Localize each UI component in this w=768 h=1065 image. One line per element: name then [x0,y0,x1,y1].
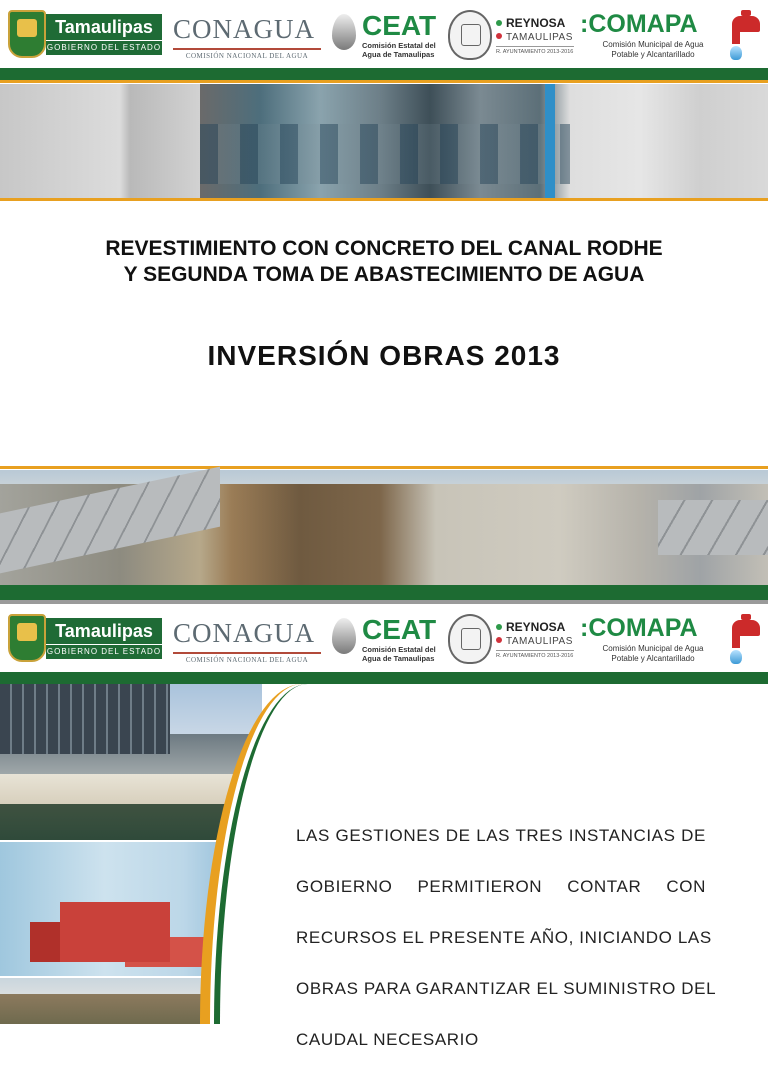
reynosa-divider [496,650,574,651]
water-drop-icon [332,618,356,654]
title-block [0,236,768,288]
reynosa-subtitle: TAMAULIPAS [506,32,573,43]
faucet-icon [726,612,766,664]
slide-subtitle: INVERSIÓN OBRAS 2013 [207,340,561,371]
conagua-name: CONAGUA [173,14,315,44]
tamaulipas-name: Tamaulipas [46,618,162,644]
comapa-subtitle: Comisión Municipal de Agua Potable y Alcantarillado [602,644,704,663]
header-green-bar [0,68,768,80]
reynosa-logo [496,612,578,664]
body-line: LAS GESTIONES DE LAS TRES INSTANCIAS DE [296,826,706,845]
ceat-name: CEAT [362,614,437,645]
tamaulipas-name: Tamaulipas [46,14,162,40]
tamaulipas-shield-icon [8,614,46,662]
header-green-bar [0,672,768,684]
water-drop-icon [332,14,356,50]
red-dot-icon [496,33,502,39]
reynosa-small-text: R. AYUNTAMIENTO 2013-2016 [496,653,574,659]
ceat-name: CEAT [362,10,437,41]
body-line: OBRAS PARA GARANTIZAR EL SUMINISTRO DEL [296,979,717,998]
faucet-icon [726,8,766,60]
comapa-name: :COMAPA [580,614,698,642]
tamaulipas-logo [6,8,162,60]
tamaulipas-subtitle: GOBIERNO DEL ESTADO [46,645,162,659]
logo-bar [0,604,768,672]
red-dot-icon [496,637,502,643]
tamaulipas-logo [6,612,162,664]
conagua-logo [173,612,321,664]
body-line: RECURSOS EL PRESENTE AÑO, INICIANDO LAS [296,928,712,947]
body-text [296,810,717,1065]
canal-works-photo [0,470,768,585]
logo-bar [0,0,768,68]
reynosa-seal-icon [448,8,490,60]
photo-orange-line [0,198,768,201]
ceat-subtitle: Comisión Estatal del Agua de Tamaulipas [362,645,436,663]
reynosa-subtitle: TAMAULIPAS [506,636,573,647]
comapa-logo [580,8,720,60]
conagua-subtitle: COMISIÓN NACIONAL DEL AGUA [185,656,309,664]
green-dot-icon [496,20,502,26]
conagua-subtitle: COMISIÓN NACIONAL DEL AGUA [185,52,309,60]
conagua-divider [173,652,321,654]
canal-top-line [0,466,768,469]
body-line: GOBIERNO PERMITIERON CONTAR CON [296,877,706,896]
reynosa-logo [496,8,578,60]
reynosa-seal-icon [448,612,490,664]
ceat-logo [332,8,442,60]
conagua-divider [173,48,321,50]
header-orange-line [0,80,768,83]
ceat-subtitle: Comisión Estatal del Agua de Tamaulipas [362,41,436,59]
conagua-logo [173,8,321,60]
reynosa-name: REYNOSA [506,16,566,30]
comapa-logo [580,612,720,664]
comapa-name: :COMAPA [580,10,698,38]
pumping-plant-photo [0,84,768,198]
body-line: CAUDAL NECESARIO [296,1030,479,1049]
tamaulipas-subtitle: GOBIERNO DEL ESTADO [46,41,162,55]
slide-2 [0,604,768,1049]
conagua-name: CONAGUA [173,618,315,648]
reynosa-divider [496,46,574,47]
reynosa-name: REYNOSA [506,620,566,634]
footer-green-bar [0,585,768,600]
ceat-logo [332,612,442,664]
green-dot-icon [496,624,502,630]
comapa-subtitle: Comisión Municipal de Agua Potable y Alcantarillado [602,40,704,59]
slide-title: REVESTIMIENTO CON CONCRETO DEL CANAL RODHE Y SEGUNDA TOMA DE ABASTECIMIENTO DE AGUA [105,237,663,286]
reynosa-small-text: R. AYUNTAMIENTO 2013-2016 [496,49,574,55]
tamaulipas-shield-icon [8,10,46,58]
